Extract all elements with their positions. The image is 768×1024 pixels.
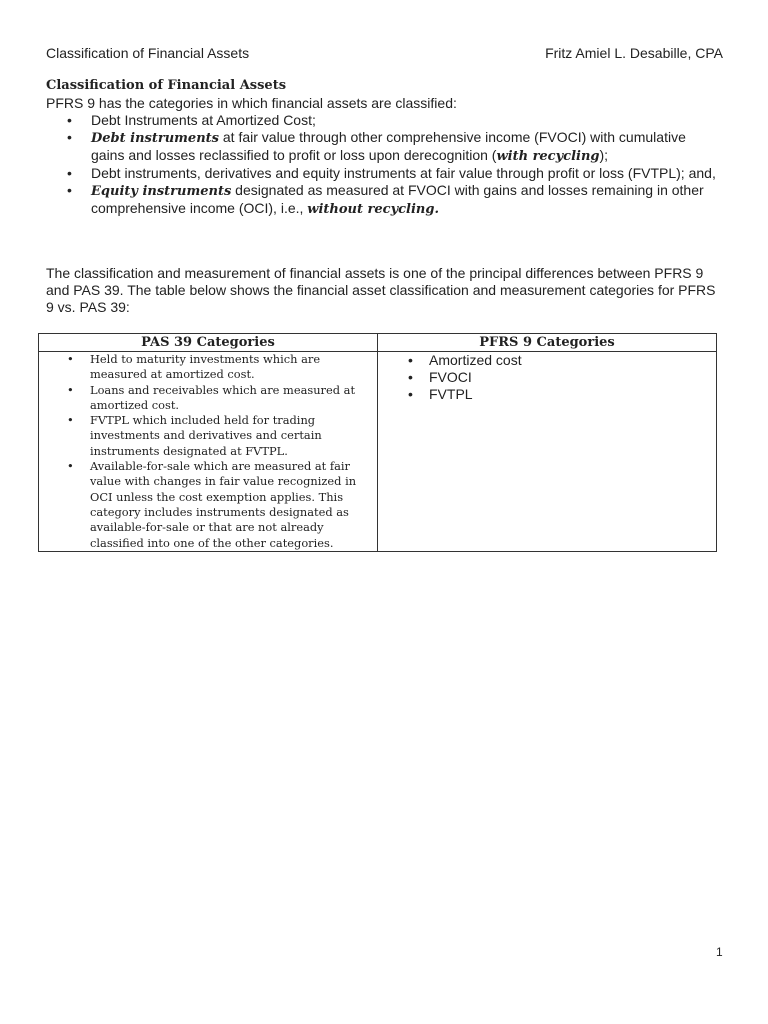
header-author: Fritz Amiel L. Desabille, CPA [545, 45, 723, 61]
pfrs9-item: • FVOCI [378, 369, 716, 386]
pfrs9-item: • FVTPL [378, 386, 716, 403]
category-list [46, 112, 716, 218]
pas39-item: • FVTPL which included held for trading investments and derivatives and certain instruments designated at FVTPL. [39, 413, 377, 459]
category-text: at fair value through other comprehensive income (FVOCI) with cumulative gains and losses reclassified to profit or loss upon derecognition ( [91, 129, 686, 163]
pfrs9-item: • Amortized cost [378, 352, 716, 369]
table-header-row [39, 334, 717, 352]
category-text: designated as measured at FVOCI with gains and losses remaining in other comprehensive income (OCI), i.e., [91, 182, 704, 216]
category-emphasis: without recycling. [307, 202, 439, 217]
page-number: 1 [716, 945, 723, 959]
category-item [46, 182, 716, 218]
pfrs9-list [378, 352, 716, 403]
category-item [46, 112, 716, 129]
category-text: Debt instruments, derivatives and equity instruments at fair value through profit or loss (FVTPL); and, [91, 165, 716, 181]
pas39-item: • Loans and receivables which are measured at amortized cost. [39, 383, 377, 414]
table-row [39, 352, 717, 552]
category-item [46, 129, 716, 165]
pas39-item: • Held to maturity investments which are measured at amortized cost. [39, 352, 377, 383]
pas39-cell [39, 352, 378, 552]
category-text: Debt Instruments at Amortized Cost; [91, 112, 316, 128]
category-lead: Equity instruments [91, 184, 232, 199]
category-emphasis: with recycling [496, 149, 600, 164]
section-intro: PFRS 9 has the categories in which financial assets are classified: [46, 95, 457, 111]
pfrs9-column-header: PFRS 9 Categories [378, 334, 717, 352]
page-header [46, 45, 723, 65]
pas39-list [39, 352, 377, 551]
categories-table [38, 333, 717, 552]
category-lead: Debt instruments [91, 131, 219, 146]
category-tail: ); [599, 147, 609, 163]
pas39-column-header: PAS 39 Categories [39, 334, 378, 352]
category-item [46, 165, 716, 182]
pfrs9-cell [378, 352, 717, 552]
pas39-item: • Available-for-sale which are measured at fair value with changes in fair value recognized in OCI unless the cost exemption applies. This category includes instruments designated as available-for-sale or that are not already classified into one of the other categories. [39, 459, 377, 551]
header-document-title: Classification of Financial Assets [46, 45, 250, 61]
comparison-paragraph: The classification and measurement of financial assets is one of the principal differences between PFRS 9 and PAS 39. The table below shows the financial asset classification and measurement categories for PFRS 9 vs. PAS 39: [46, 265, 716, 315]
section-heading: Classification of Financial Assets [46, 78, 287, 93]
